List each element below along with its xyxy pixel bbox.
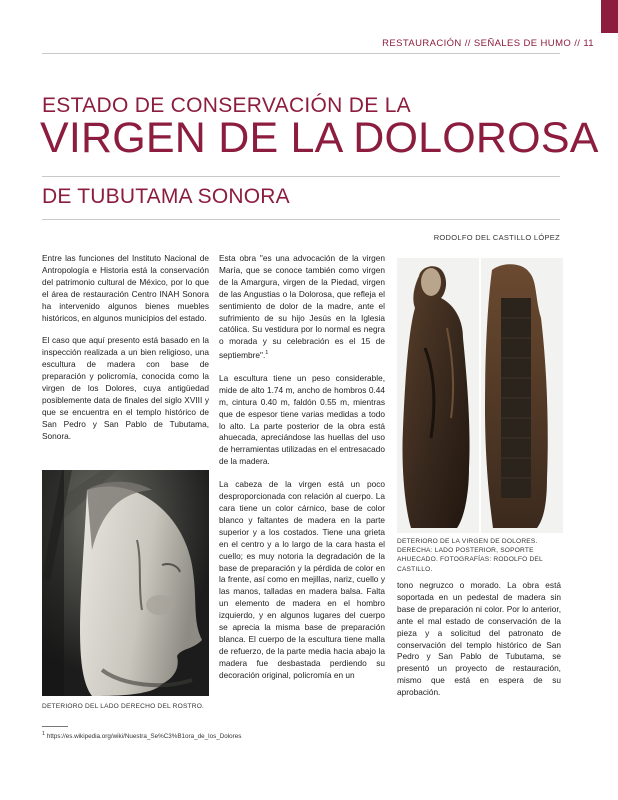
corner-tab	[601, 0, 618, 33]
body-paragraph: La cabeza de la virgen está un poco desproporcionada con relación al cuerpo. La cara tiene un color cárnico, base de color blanco y faltantes de madera en la parte superior y a los costados. Tiene una grieta en el centro y a lo largo de la cara hasta el cuello; es muy notoria la degradación de la base de preparación y la pérdida de color en la frente, así como en mejillas, nariz, cuello y las manos, talladas en madera balsa. Falta un elemento de madera en el hombro izquierdo, y en algunos lugares del cuerpo se aprecia la misma base de preparación blanca. El cuerpo de la escultura tiene malla de refuerzo, de la parte media hacia abajo la madera fue desbastada perdiendo su decoración original, policromía en un	[219, 479, 385, 680]
body-paragraph: tono negruzco o morado. La obra está soportada en un pedestal de madera sin base de preparación ni color. Por lo anterior, ante el mal estado de conservación de la pieza y a solicitud del patronato de conservación del templo histórico de San Pedro y San Pablo de Tubutama, se presentó un proyecto de restauración, mismo que está en espera de su aprobación.	[397, 580, 561, 698]
running-head: RESTAURACIÓN // SEÑALES DE HUMO // 11	[382, 38, 594, 49]
body-paragraph	[219, 253, 385, 362]
footnote-ref: 1	[265, 350, 269, 357]
subtitle-rule	[42, 219, 560, 220]
text-column-2	[219, 253, 385, 693]
body-paragraph: El caso que aquí presento está basado en la inspección realizada a un bien religioso, una escultura de madera con base de preparación y policromía, conocida como la virgen de los Dolores, cuya antigüedad posiblemente data de finales del siglo XVIII y que se encuentra en el templo histórico de San Pedro y San Pablo de Tubutama, Sonora.	[42, 335, 209, 441]
footnote	[42, 731, 241, 740]
title-line-2: VIRGEN DE LA DOLOROSA	[40, 114, 599, 162]
virgin-photo	[397, 258, 563, 533]
footnote-link[interactable]: https://es.wikipedia.org/wiki/Nuestra_Se%C3%B1ora_de_los_Dolores	[46, 733, 242, 741]
text-column-3	[397, 580, 561, 710]
footnote-number: 1	[42, 731, 46, 737]
header-rule	[42, 53, 560, 54]
quote-text: Esta obra "es una advocación de la virgen María, que se conoce también como virgen de la Amargura, virgen de la Piedad, virgen de las Angustias o la Dolorosa, que refleja el sentimiento de dolor de la madre, ante el sufrimiento de su hijo Jesús en la Iglesia católica. Su vestidura por lo normal es negra o morada y su celebración es el 15 de septiembre".	[219, 253, 385, 361]
author-byline: RODOLFO DEL CASTILLO LÓPEZ	[433, 233, 560, 242]
face-photo	[42, 470, 209, 696]
title-rule	[42, 176, 560, 177]
virgin-photo-image	[397, 258, 563, 533]
body-paragraph: Entre las funciones del Instituto Nacional de Antropología e Historia está la conservación del patrimonio cultural de México, por lo que el área de restauración Centro INAH Sonora ha intervenido algunos bienes muebles históricos, en algunos municipios del estado.	[42, 253, 209, 323]
virgin-photo-caption: DETERIORO DE LA VIRGEN DE DOLORES. DERECHA: LADO POSTERIOR, SOPORTE AHUECADO. FOTOGRAFÍAS: RODOLFO DEL CASTILLO.	[397, 538, 543, 573]
face-photo-image	[42, 470, 209, 696]
subtitle: DE TUBUTAMA SONORA	[42, 185, 290, 208]
footnote-rule	[42, 726, 68, 727]
face-photo-caption: DETERIORO DEL LADO DERECHO DEL ROSTRO.	[42, 703, 205, 710]
title-line-1: ESTADO DE CONSERVACIÓN DE LA	[42, 94, 411, 117]
body-paragraph: La escultura tiene un peso considerable, mide de alto 1.74 m, ancho de hombros 0.44 m, cintura 0.40 m, faldón 0.55 m, mientras que de espesor tiene varias medidas a todo lo alto. La parte posterior de la obra está ahuecada, apreciándose las huellas del uso de herramientas utilizadas en el entresacado de la madera.	[219, 372, 385, 467]
text-column-1	[42, 253, 209, 454]
